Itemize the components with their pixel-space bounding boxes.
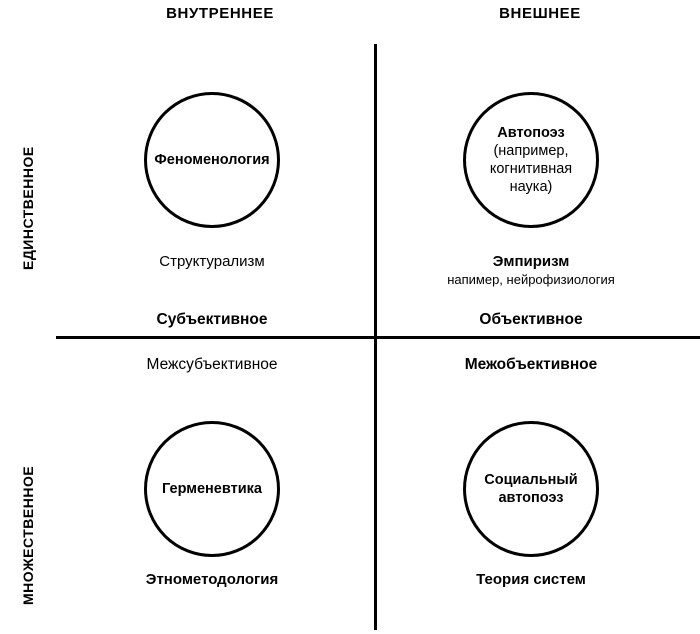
circle-label-autopoiesis: Автопоэз xyxy=(497,124,565,141)
label-ethnomethodology-text: Этнометодология xyxy=(145,571,279,588)
circle-autopoiesis xyxy=(463,92,599,228)
axis-label-interobjective: Межобъективное xyxy=(464,356,598,373)
axis-label-subjective: Субъективное xyxy=(156,311,268,328)
circle-hermeneutics xyxy=(144,421,280,557)
axis-label-objective: Объективное xyxy=(479,311,583,328)
label-systems-theory-text: Теория систем xyxy=(476,571,586,588)
label-structuralism xyxy=(62,253,362,270)
row-header-singular: ЕДИНСТВЕННОЕ xyxy=(20,146,36,270)
label-structuralism-text: Структурализм xyxy=(159,253,265,270)
circle-sublabel-autopoiesis: (например, когнитивная наука) xyxy=(489,142,573,196)
label-empiricism-text: Эмпиризм xyxy=(492,253,570,270)
circle-label-social-autopoiesis: Социальный автопоэз xyxy=(484,471,578,506)
column-header-external: ВНЕШНЕЕ xyxy=(499,5,581,22)
circle-phenomenology xyxy=(144,92,280,228)
circle-label-phenomenology: Феноменология xyxy=(154,151,270,168)
label-empiricism xyxy=(381,253,681,287)
label-empiricism-note: напимер, нейрофизиология xyxy=(447,272,615,287)
horizontal-axis-line xyxy=(56,336,700,339)
column-header-internal: ВНУТРЕННЕЕ xyxy=(166,5,274,22)
circle-label-autopoiesis-group xyxy=(466,124,596,197)
circle-social-autopoiesis xyxy=(463,421,599,557)
axis-label-intersubjective: Межсубъективное xyxy=(146,356,278,373)
circle-label-hermeneutics: Герменевтика xyxy=(162,480,262,497)
row-header-plural: МНОЖЕСТВЕННОЕ xyxy=(20,465,36,605)
label-ethnomethodology xyxy=(62,571,362,588)
label-systems-theory xyxy=(381,571,681,588)
